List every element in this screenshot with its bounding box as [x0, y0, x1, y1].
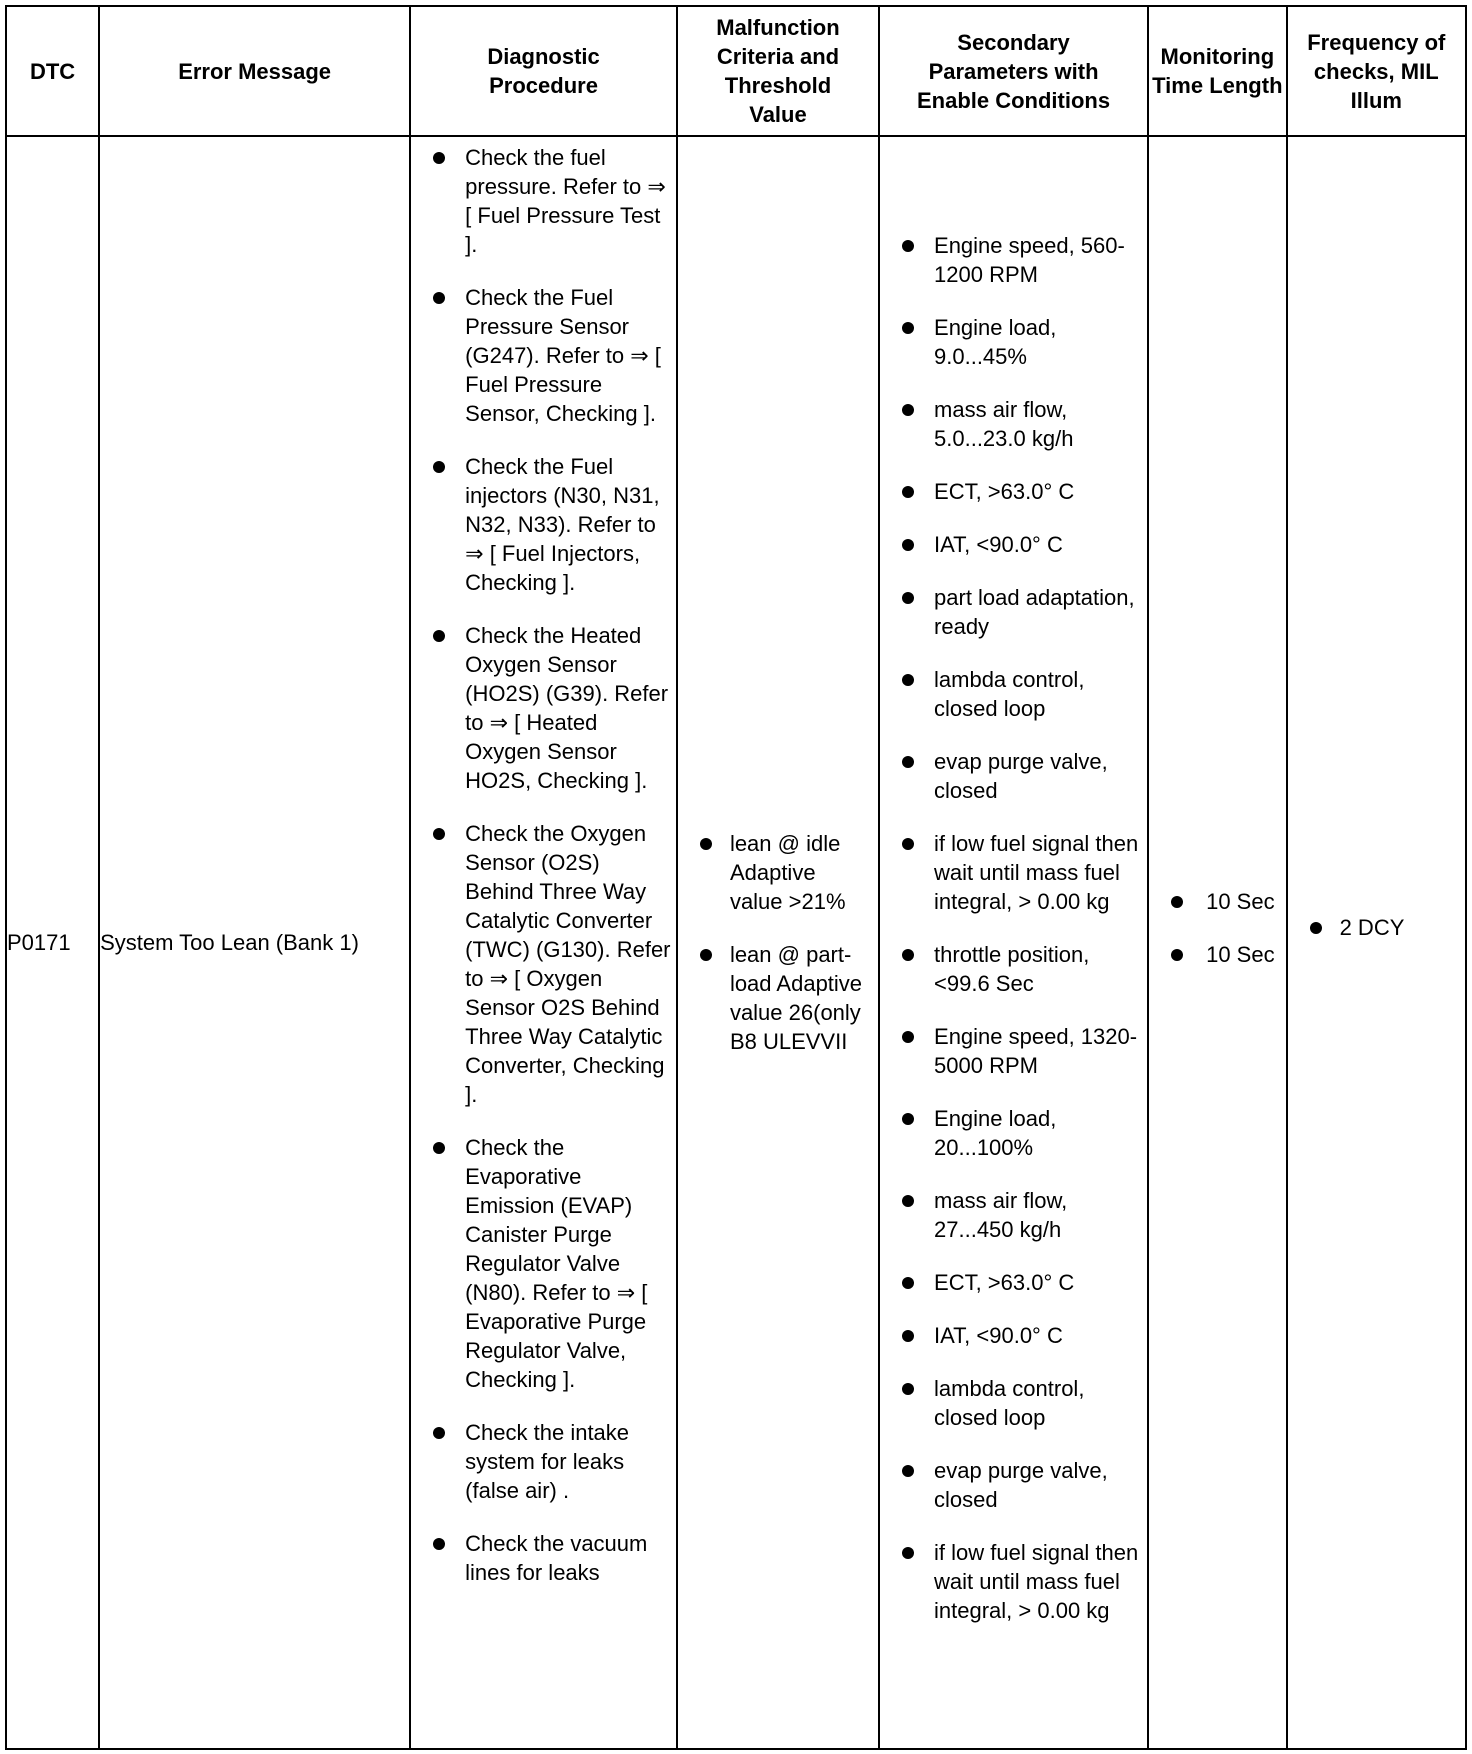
- parameter-item: lambda control, closed loop: [880, 1374, 1143, 1432]
- monitoring-time-item: 10 Sec: [1149, 940, 1286, 969]
- criteria-item: lean @ part-load Adaptive value 26(only B8 ULEVVII: [678, 940, 874, 1056]
- header-diagnostic-procedure: Diagnostic Procedure: [410, 6, 677, 136]
- parameter-item: Engine speed, 1320-5000 RPM: [880, 1022, 1143, 1080]
- frequency-item: 2 DCY: [1288, 913, 1465, 942]
- header-error-message: Error Message: [99, 6, 410, 136]
- parameter-item: Engine load, 9.0...45%: [880, 313, 1143, 371]
- parameter-item: Engine speed, 560-1200 RPM: [880, 231, 1143, 289]
- parameter-item: part load adaptation, ready: [880, 583, 1143, 641]
- diagnostic-step: Check the vacuum lines for leaks: [411, 1529, 674, 1587]
- parameter-item: evap purge valve, closed: [880, 747, 1143, 805]
- parameter-item: evap purge valve, closed: [880, 1456, 1143, 1514]
- diagnostic-step: Check the Evaporative Emission (EVAP) Canister Purge Regulator Valve (N80). Refer to ⇒ [ Evaporative Purge Regulator Valve, Checking ].: [411, 1133, 674, 1394]
- monitoring-time-list: [1149, 887, 1286, 999]
- parameter-item: if low fuel signal then wait until mass fuel integral, > 0.00 kg: [880, 1538, 1143, 1625]
- diagnostic-procedure-list: [411, 137, 676, 1587]
- frequency-cell: [1287, 136, 1466, 1749]
- criteria-item: lean @ idle Adaptive value >21%: [678, 829, 874, 916]
- parameter-item: IAT, <90.0° C: [880, 530, 1143, 559]
- header-secondary-parameters: Secondary Parameters with Enable Conditions: [879, 6, 1148, 136]
- parameter-item: ECT, >63.0° C: [880, 1268, 1143, 1297]
- malfunction-criteria-cell: [677, 136, 879, 1749]
- parameter-item: if low fuel signal then wait until mass fuel integral, > 0.00 kg: [880, 829, 1143, 916]
- parameter-item: IAT, <90.0° C: [880, 1321, 1143, 1350]
- parameter-item: Engine load, 20...100%: [880, 1104, 1143, 1162]
- monitoring-time-item: 10 Sec: [1149, 887, 1286, 916]
- diagnostic-step: Check the Oxygen Sensor (O2S) Behind Three Way Catalytic Converter (TWC) (G130). Refer to ⇒ [ Oxygen Sensor O2S Behind Three Way Catalytic Converter, Checking ].: [411, 819, 674, 1109]
- header-frequency: Frequency of checks, MIL Illum: [1287, 6, 1466, 136]
- parameter-item: mass air flow, 27...450 kg/h: [880, 1186, 1143, 1244]
- dtc-code: P0171: [6, 136, 99, 1749]
- header-dtc: DTC: [6, 6, 99, 136]
- monitoring-time-cell: [1148, 136, 1287, 1749]
- header-row: [6, 6, 1466, 136]
- header-monitoring-time: Monitoring Time Length: [1148, 6, 1287, 136]
- diagnostic-step: Check the Fuel injectors (N30, N31, N32, N33). Refer to ⇒ [ Fuel Injectors, Checking ].: [411, 452, 674, 597]
- diagnostic-step: Check the Fuel Pressure Sensor (G247). Refer to ⇒ [ Fuel Pressure Sensor, Checking ].: [411, 283, 674, 428]
- secondary-parameters-list: [880, 231, 1147, 1655]
- parameter-item: throttle position, <99.6 Sec: [880, 940, 1143, 998]
- frequency-list: [1288, 913, 1465, 972]
- dtc-table: [5, 5, 1467, 1750]
- header-malfunction-criteria: Malfunction Criteria and Threshold Value: [677, 6, 879, 136]
- table-row: [6, 136, 1466, 1749]
- diagnostic-procedure-cell: [410, 136, 677, 1749]
- malfunction-criteria-list: [678, 829, 878, 1056]
- parameter-item: ECT, >63.0° C: [880, 477, 1143, 506]
- parameter-item: mass air flow, 5.0...23.0 kg/h: [880, 395, 1143, 453]
- error-message: System Too Lean (Bank 1): [99, 136, 410, 1749]
- diagnostic-step: Check the fuel pressure. Refer to ⇒ [ Fuel Pressure Test ].: [411, 143, 674, 259]
- parameter-item: lambda control, closed loop: [880, 665, 1143, 723]
- diagnostic-step: Check the Heated Oxygen Sensor (HO2S) (G39). Refer to ⇒ [ Heated Oxygen Sensor HO2S, Checking ].: [411, 621, 674, 795]
- diagnostic-step: Check the intake system for leaks (false air) .: [411, 1418, 674, 1505]
- secondary-parameters-cell: [879, 136, 1148, 1749]
